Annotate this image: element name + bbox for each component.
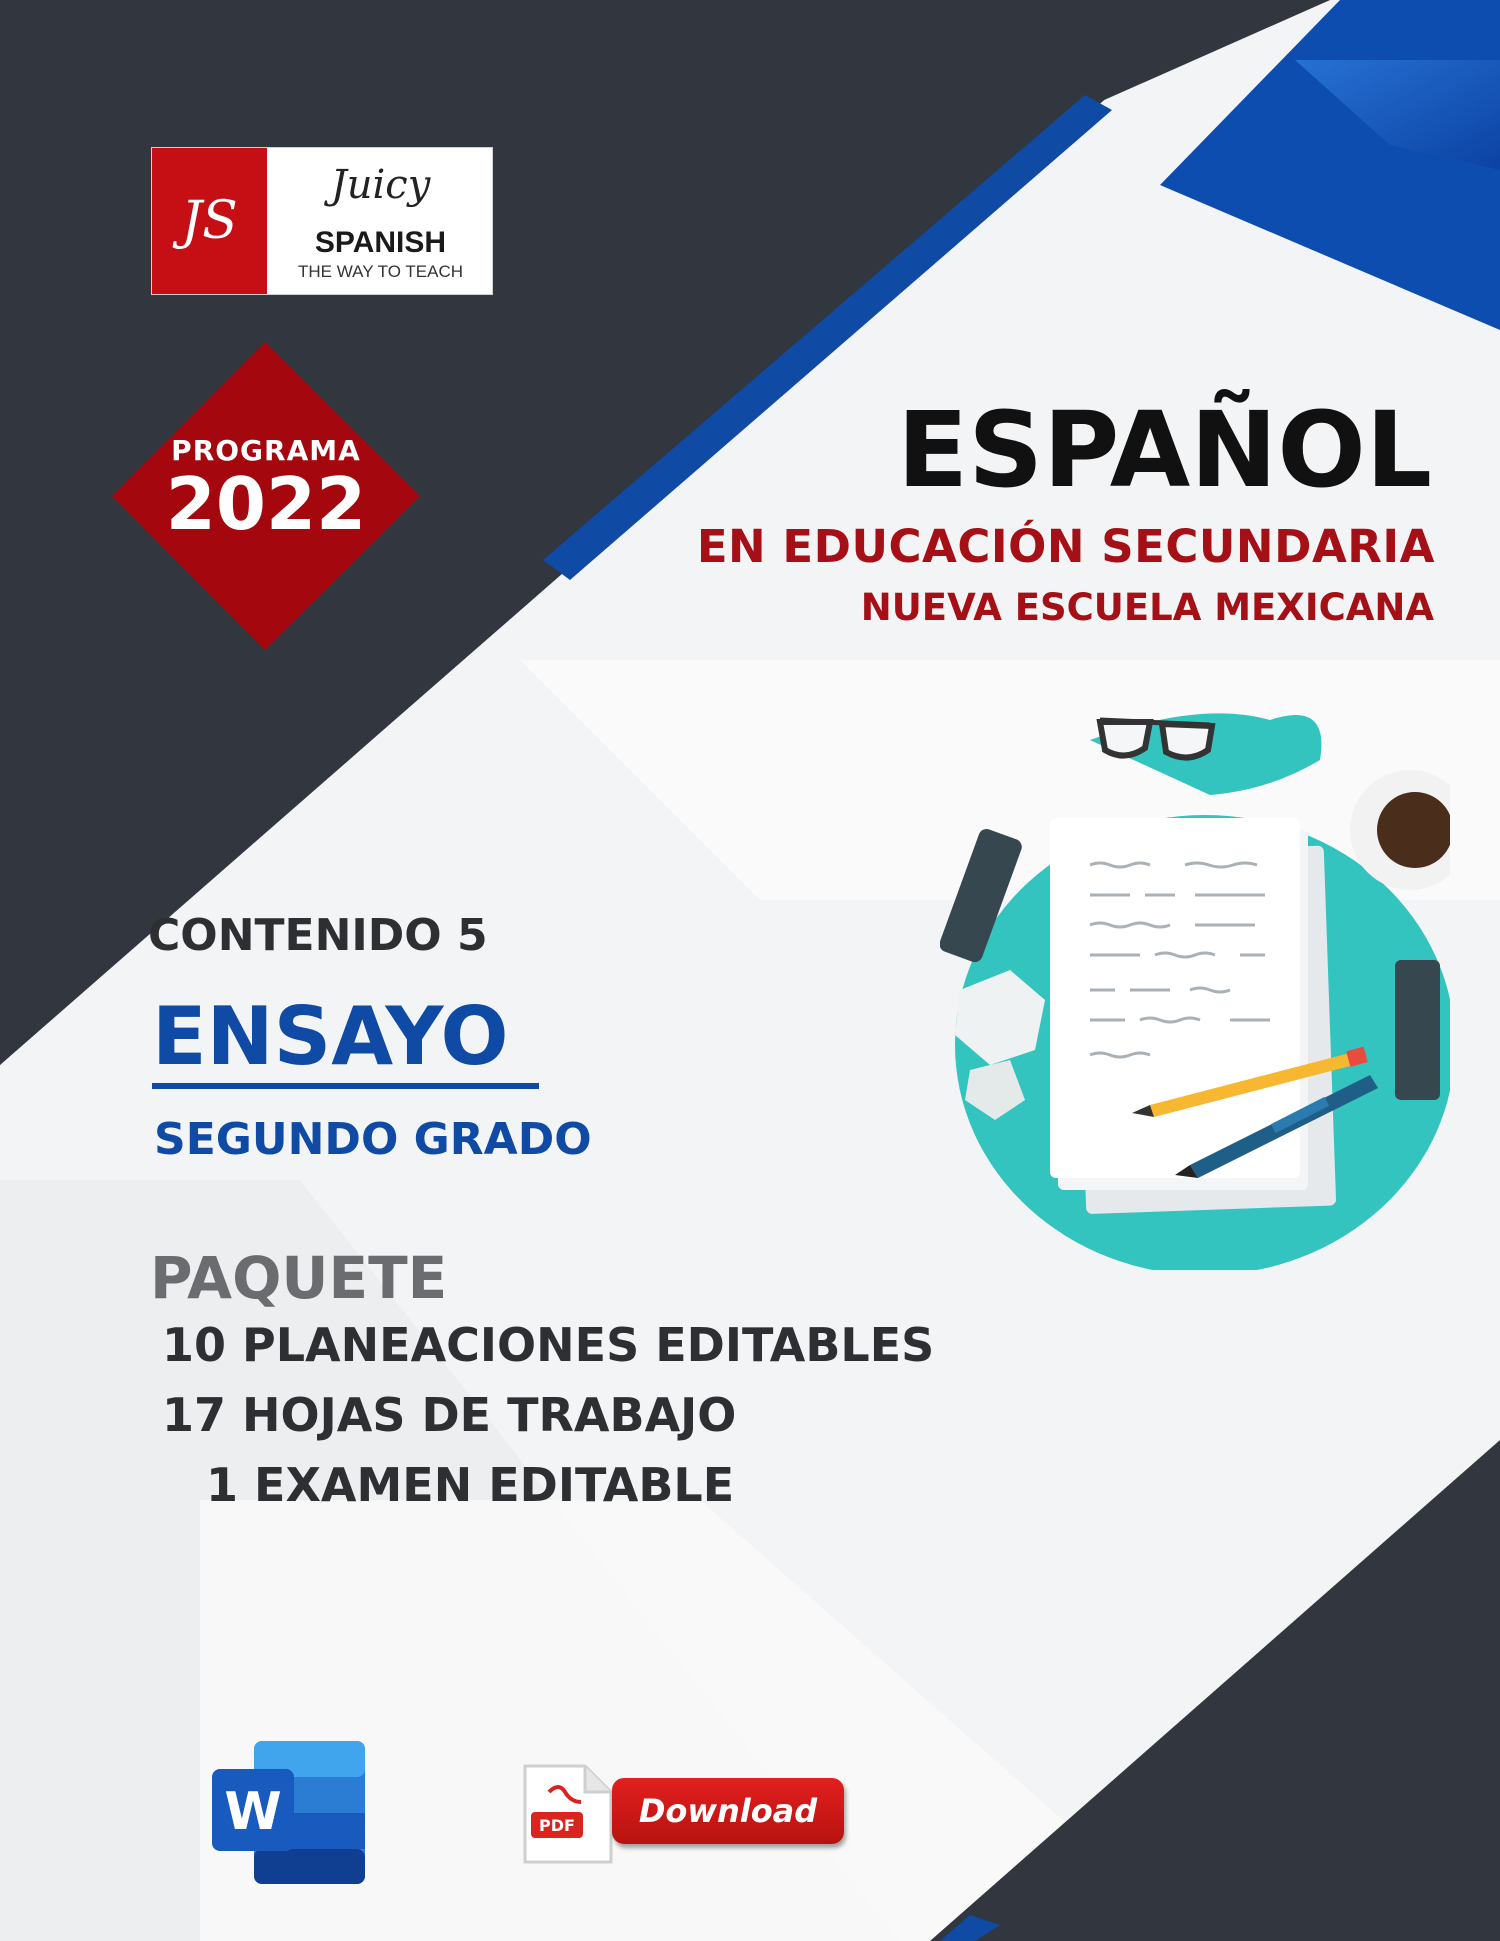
package-item: 1 EXAMEN EDITABLE [206, 1458, 735, 1512]
word-letter: W [224, 1782, 282, 1842]
logo-tagline: THE WAY TO TEACH [298, 262, 463, 281]
logo-name: SPANISH [314, 226, 447, 259]
desk-paper-illustration [940, 700, 1450, 1270]
content-topic: ENSAYO [152, 990, 509, 1083]
juicy-spanish-logo [151, 147, 493, 295]
program-year: 2022 [165, 462, 367, 546]
subtitle-school: NUEVA ESCUELA MEXICANA [860, 586, 1434, 629]
subtitle-education: EN EDUCACIÓN SECUNDARIA [696, 520, 1435, 573]
download-button[interactable]: Download [612, 1778, 844, 1844]
package-item: 17 HOJAS DE TRABAJO [162, 1388, 737, 1442]
main-title: ESPAÑOL [897, 389, 1432, 511]
package-item: 10 PLANEACIONES EDITABLES [162, 1318, 935, 1372]
logo-mark: JS [152, 148, 267, 294]
content-number: CONTENIDO 5 [148, 910, 488, 961]
microsoft-word-icon [212, 1741, 365, 1884]
package-heading: PAQUETE [150, 1244, 448, 1312]
program-label: PROGRAMA [171, 434, 361, 467]
paper-sheets-icon [1050, 818, 1336, 1214]
notebook-icon [1395, 960, 1440, 1100]
pdf-file-icon[interactable] [521, 1762, 615, 1866]
grade-label: SEGUNDO GRADO [154, 1114, 592, 1165]
topic-underline [152, 1083, 539, 1089]
pdf-label: PDF [539, 1816, 575, 1835]
logo-name-script: Juicy [330, 162, 431, 208]
